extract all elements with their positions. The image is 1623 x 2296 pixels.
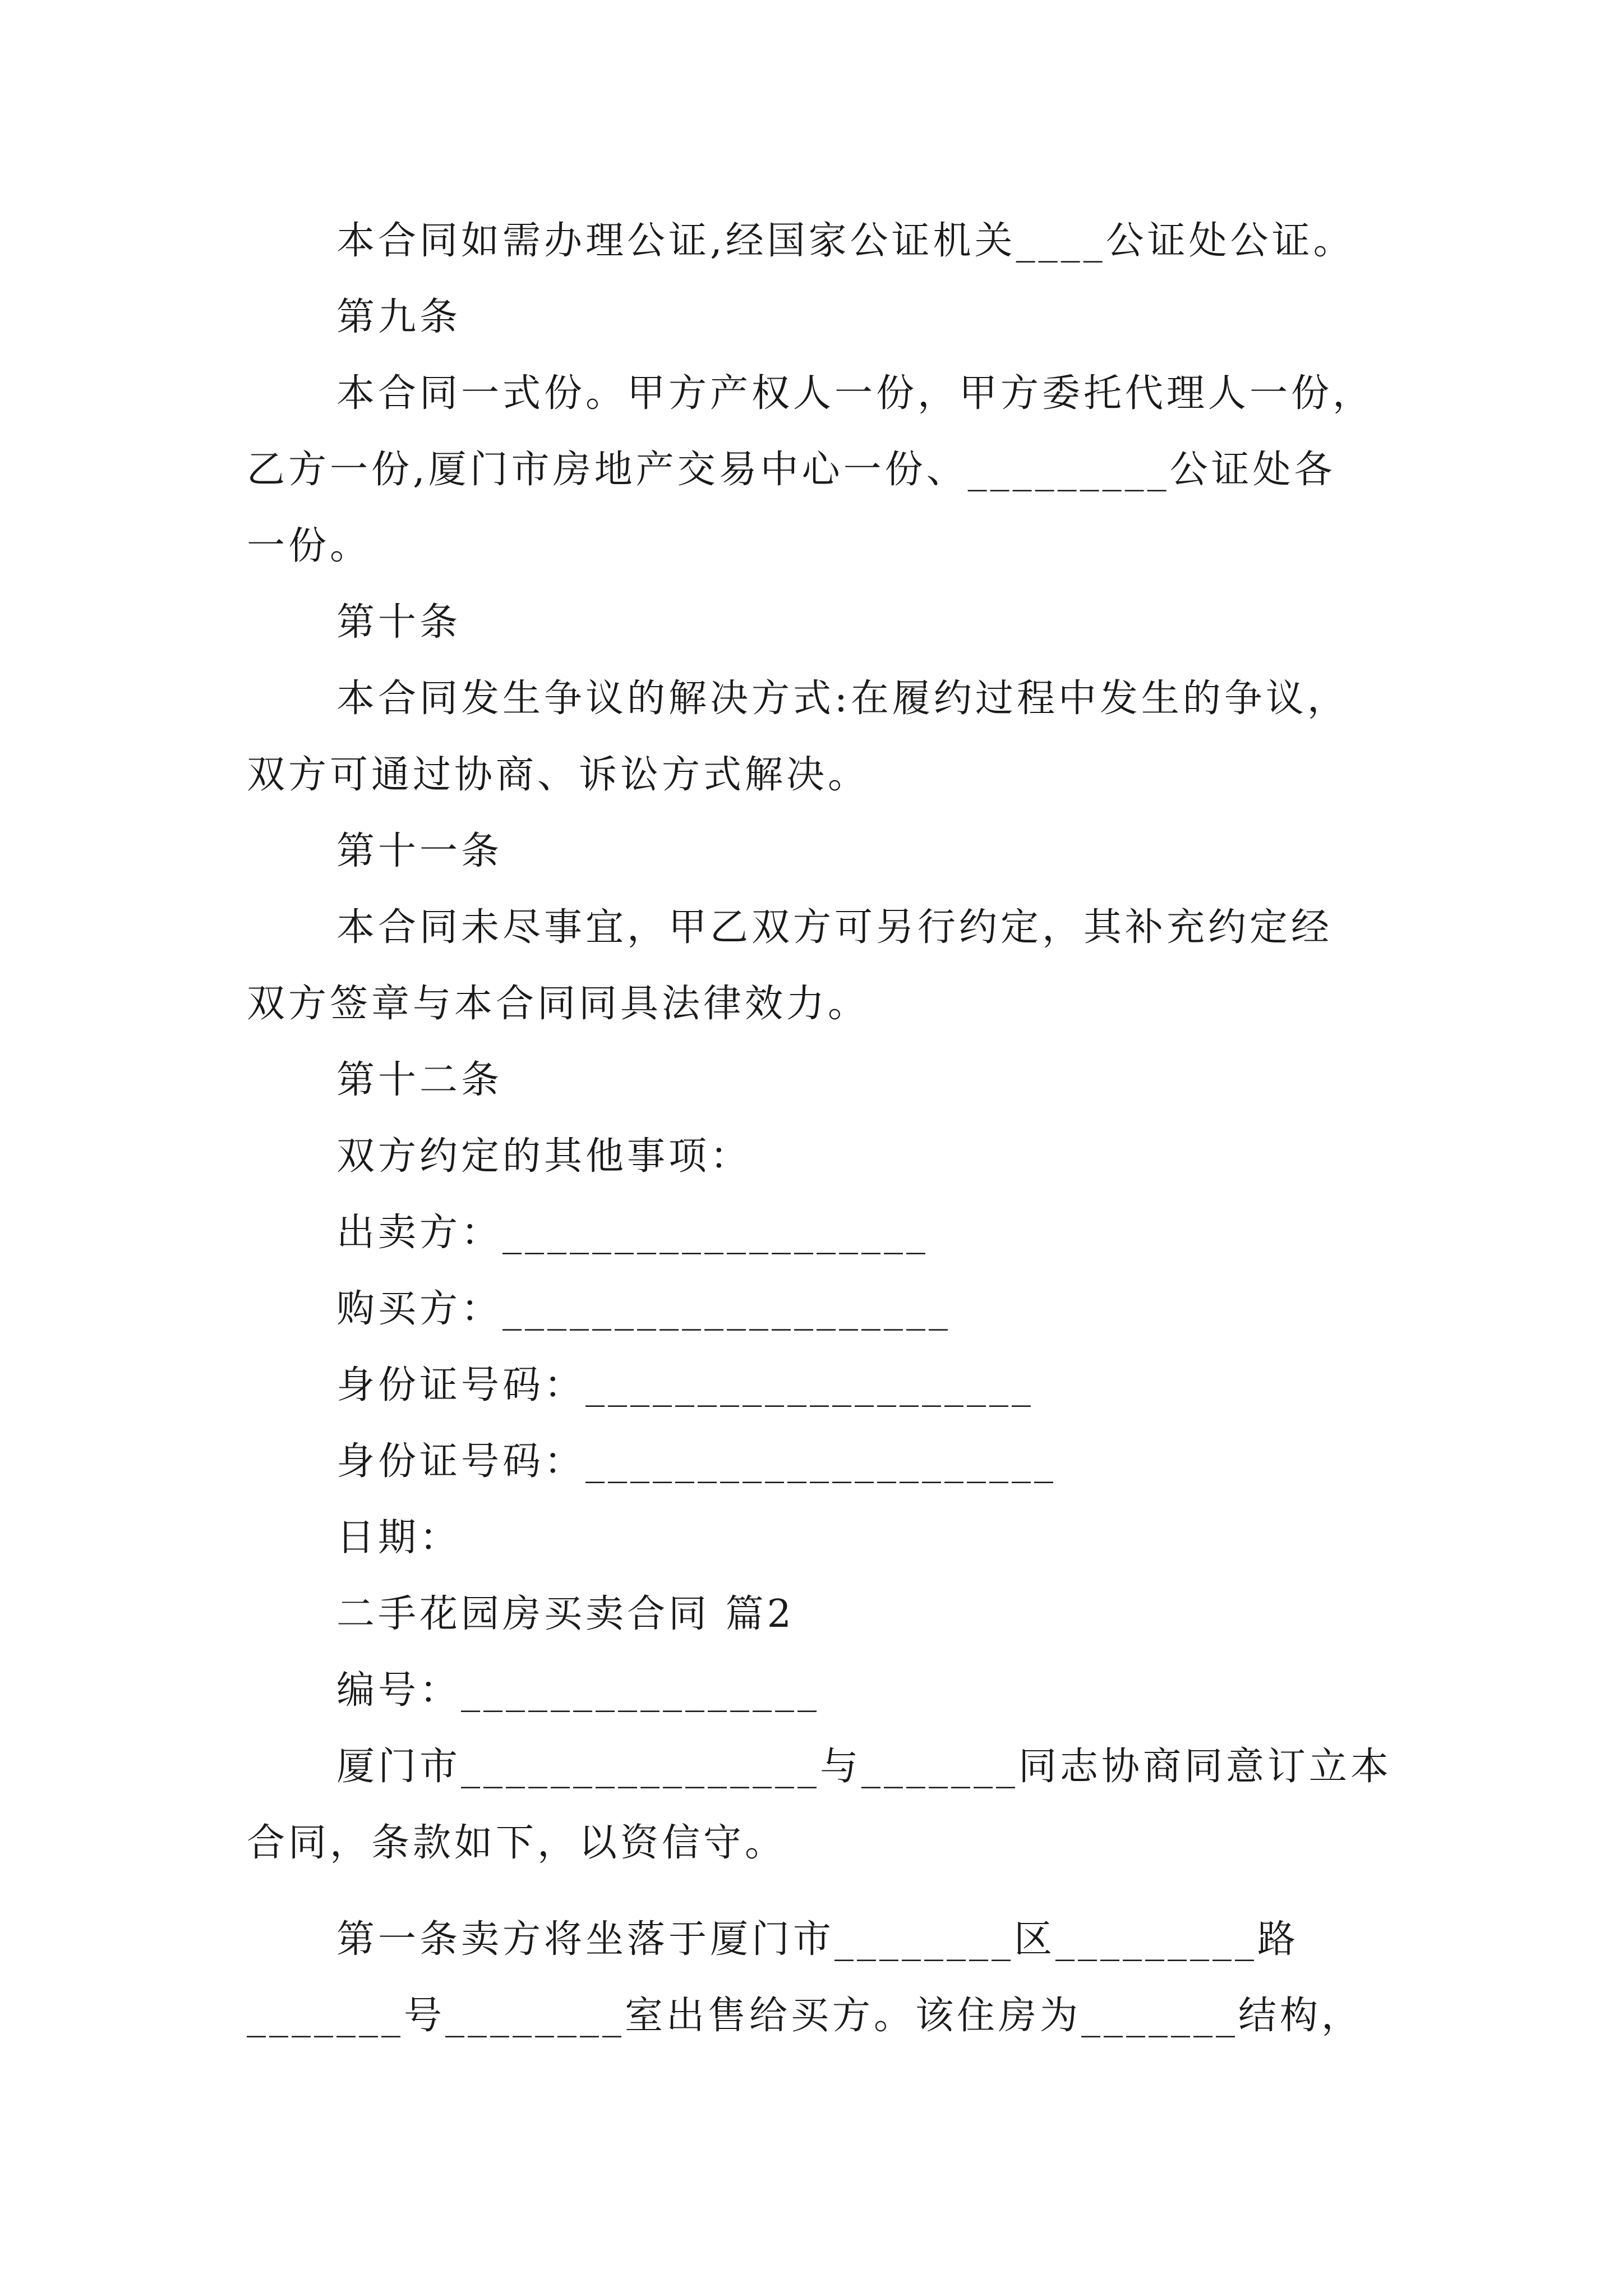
article-11-heading: 第十一条 [336, 829, 503, 873]
date-field: 日期： [336, 1516, 462, 1560]
paragraph-notarization: 本合同如需办理公证,经国家公证机关____公证处公证。 [336, 219, 1355, 263]
paragraph-copies-3: 一份。 [247, 524, 372, 568]
paragraph-copies-2: 乙方一份,厦门市房地产交易中心一份、_________公证处各 [247, 448, 1336, 492]
article-1-line-1: 第一条卖方将坐落于厦门市________区_________路 [336, 1917, 1299, 1962]
paragraph-parties-1: 厦门市________________与_______同志协商同意订立本 [336, 1745, 1393, 1789]
paragraph-parties-2: 合同，条款如下，以资信守。 [247, 1821, 787, 1865]
buyer-field: 购买方：____________________ [336, 1287, 952, 1331]
buyer-id-field: 身份证号码：_____________________ [336, 1439, 1057, 1484]
paragraph-copies-1: 本合同一式份。甲方产权人一份，甲方委托代理人一份， [336, 371, 1375, 416]
paragraph-other-matters: 双方约定的其他事项： [336, 1134, 752, 1179]
number-field: 编号：________________ [336, 1668, 820, 1713]
seller-field: 出卖方：___________________ [336, 1211, 929, 1255]
paragraph-supplement-2: 双方签章与本合同同具法律效力。 [247, 982, 870, 1026]
article-12-heading: 第十二条 [336, 1058, 503, 1102]
paragraph-supplement-1: 本合同未尽事宜，甲乙双方可另行约定，其补充约定经 [336, 905, 1333, 950]
seller-id-field: 身份证号码：____________________ [336, 1363, 1035, 1407]
article-1-line-2: _______号________室出售给买方。该住房为_______结构， [247, 1994, 1363, 2038]
article-9-heading: 第九条 [336, 295, 462, 339]
section-title-2: 二手花园房买卖合同 篇2 [336, 1592, 795, 1636]
article-10-heading: 第十条 [336, 600, 462, 645]
paragraph-dispute-1: 本合同发生争议的解决方式:在履约过程中发生的争议， [336, 677, 1349, 721]
paragraph-dispute-2: 双方可通过协商、诉讼方式解决。 [247, 753, 870, 797]
